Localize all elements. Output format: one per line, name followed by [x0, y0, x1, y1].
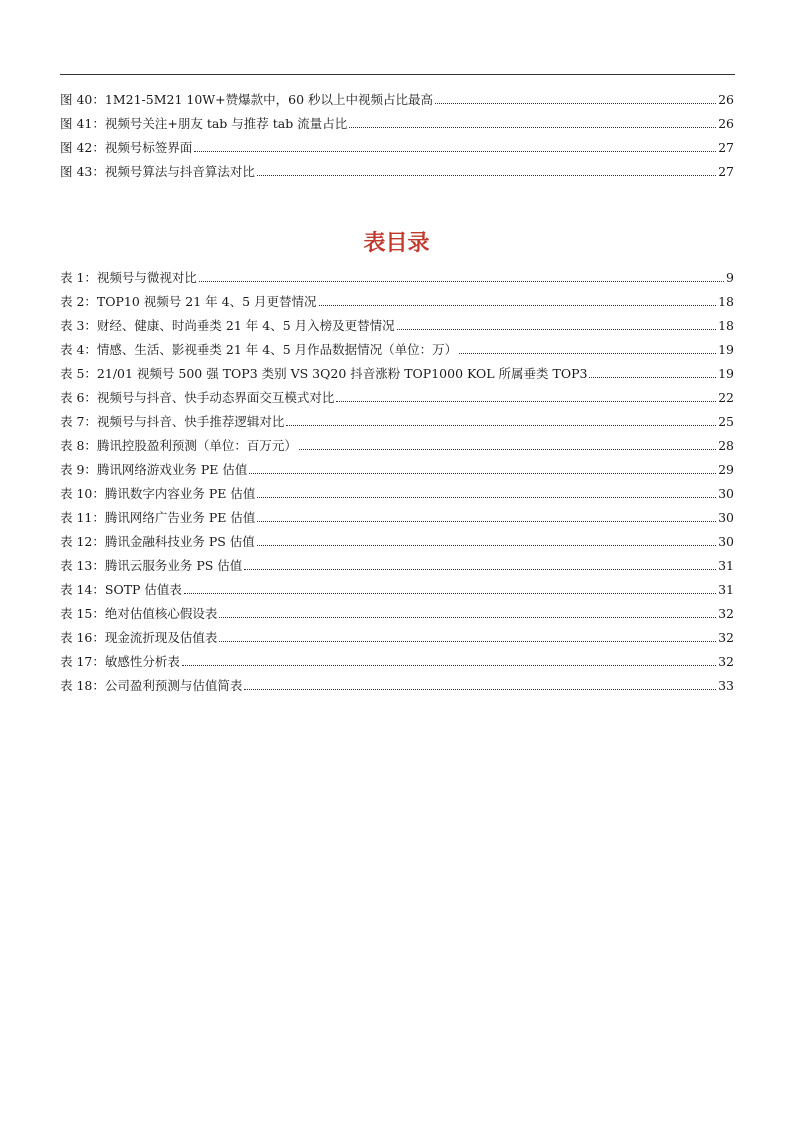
figure-entry-label: 图 42：视频号标签界面: [60, 140, 193, 155]
figure-entry[interactable]: [60, 85, 734, 109]
table-entry-page-number: 9: [726, 270, 734, 285]
dot-leader: [219, 616, 716, 618]
table-entry-page-number: 31: [718, 582, 734, 597]
dot-leader: [199, 280, 724, 282]
figure-entry[interactable]: [60, 109, 734, 133]
figure-entry-page-number: 26: [718, 92, 734, 107]
dot-leader: [397, 328, 716, 330]
table-entry-label: 表 1：视频号与微视对比: [60, 270, 197, 285]
table-entry-label: 表 5：21/01 视频号 500 强 TOP3 类别 VS 3Q20 抖音涨粉 TOP1000 KOL 所属垂类 TOP3: [60, 366, 588, 381]
dot-leader: [459, 352, 716, 354]
table-entry[interactable]: [60, 359, 734, 383]
table-entry-label: 表 3：财经、健康、时尚垂类 21 年 4、5 月入榜及更替情况: [60, 318, 395, 333]
table-entry-page-number: 31: [718, 558, 734, 573]
figure-entry-page-number: 27: [718, 164, 734, 179]
dot-leader: [349, 126, 716, 128]
header-rule: [60, 74, 735, 75]
table-entry[interactable]: [60, 455, 734, 479]
figure-entry[interactable]: [60, 133, 734, 157]
table-entry-label: 表 13：腾讯云服务业务 PS 估值: [60, 558, 243, 573]
table-entry-label: 表 14：SOTP 估值表: [60, 582, 182, 597]
table-entry-page-number: 32: [718, 654, 734, 669]
table-entry-label: 表 4：情感、生活、影视垂类 21 年 4、5 月作品数据情况（单位：万）: [60, 342, 458, 357]
figure-entry-label: 图 40：1M21-5M21 10W+赞爆款中，60 秒以上中视频占比最高: [60, 92, 433, 107]
dot-leader: [257, 520, 716, 522]
dot-leader: [244, 688, 716, 690]
dot-leader: [319, 304, 717, 306]
dot-leader: [286, 424, 716, 426]
table-entry[interactable]: [60, 671, 734, 695]
table-entry-page-number: 29: [718, 462, 734, 477]
dot-leader: [182, 664, 716, 666]
table-entry-page-number: 30: [718, 510, 734, 525]
table-entry-label: 表 9：腾讯网络游戏业务 PE 估值: [60, 462, 248, 477]
table-entry[interactable]: [60, 647, 734, 671]
table-entry-page-number: 32: [718, 606, 734, 621]
table-entry[interactable]: [60, 527, 734, 551]
figure-list: [60, 85, 734, 181]
table-entry[interactable]: [60, 479, 734, 503]
dot-leader: [249, 472, 716, 474]
dot-leader: [219, 640, 716, 642]
dot-leader: [194, 150, 716, 152]
table-entry-label: 表 10：腾讯数字内容业务 PE 估值: [60, 486, 256, 501]
dot-leader: [257, 496, 716, 498]
dot-leader: [336, 400, 716, 402]
table-entry[interactable]: [60, 335, 734, 359]
table-entry-label: 表 11：腾讯网络广告业务 PE 估值: [60, 510, 256, 525]
table-entry-label: 表 15：绝对估值核心假设表: [60, 606, 218, 621]
table-entry-label: 表 8：腾讯控股盈利预测（单位：百万元）: [60, 438, 297, 453]
table-entry-page-number: 22: [718, 390, 734, 405]
table-entry[interactable]: [60, 383, 734, 407]
figure-entry-label: 图 41：视频号关注+朋友 tab 与推荐 tab 流量占比: [60, 116, 348, 131]
table-entry-page-number: 33: [718, 678, 734, 693]
table-entry[interactable]: [60, 407, 734, 431]
table-entry[interactable]: [60, 551, 734, 575]
table-entry[interactable]: [60, 287, 734, 311]
table-entry-label: 表 12：腾讯金融科技业务 PS 估值: [60, 534, 255, 549]
dot-leader: [184, 592, 716, 594]
table-entry-label: 表 16：现金流折现及估值表: [60, 630, 218, 645]
table-entry[interactable]: [60, 311, 734, 335]
table-entry-page-number: 30: [718, 534, 734, 549]
figure-entry-page-number: 26: [718, 116, 734, 131]
table-entry-label: 表 2：TOP10 视频号 21 年 4、5 月更替情况: [60, 294, 317, 309]
table-entry[interactable]: [60, 263, 734, 287]
figure-entry-page-number: 27: [718, 140, 734, 155]
dot-leader: [257, 544, 716, 546]
table-entry-label: 表 17：敏感性分析表: [60, 654, 180, 669]
dot-leader: [589, 376, 716, 378]
table-entry[interactable]: [60, 575, 734, 599]
table-entry-label: 表 6：视频号与抖音、快手动态界面交互模式对比: [60, 390, 335, 405]
figure-entry-label: 图 43：视频号算法与抖音算法对比: [60, 164, 255, 179]
dot-leader: [435, 102, 716, 104]
table-entry-page-number: 18: [718, 294, 734, 309]
table-entry-label: 表 18：公司盈利预测与估值简表: [60, 678, 243, 693]
table-entry-page-number: 28: [718, 438, 734, 453]
table-entry[interactable]: [60, 599, 734, 623]
table-entry-page-number: 30: [718, 486, 734, 501]
table-entry-page-number: 18: [718, 318, 734, 333]
dot-leader: [257, 174, 716, 176]
figure-entry[interactable]: [60, 157, 734, 181]
dot-leader: [299, 448, 716, 450]
table-entry[interactable]: [60, 623, 734, 647]
table-list: [60, 263, 734, 695]
table-list-title: 表目录: [363, 230, 430, 256]
table-entry-page-number: 32: [718, 630, 734, 645]
table-entry-page-number: 19: [718, 342, 734, 357]
dot-leader: [244, 568, 716, 570]
table-entry[interactable]: [60, 431, 734, 455]
table-entry-label: 表 7：视频号与抖音、快手推荐逻辑对比: [60, 414, 285, 429]
table-entry-page-number: 19: [718, 366, 734, 381]
table-entry[interactable]: [60, 503, 734, 527]
table-entry-page-number: 25: [718, 414, 734, 429]
